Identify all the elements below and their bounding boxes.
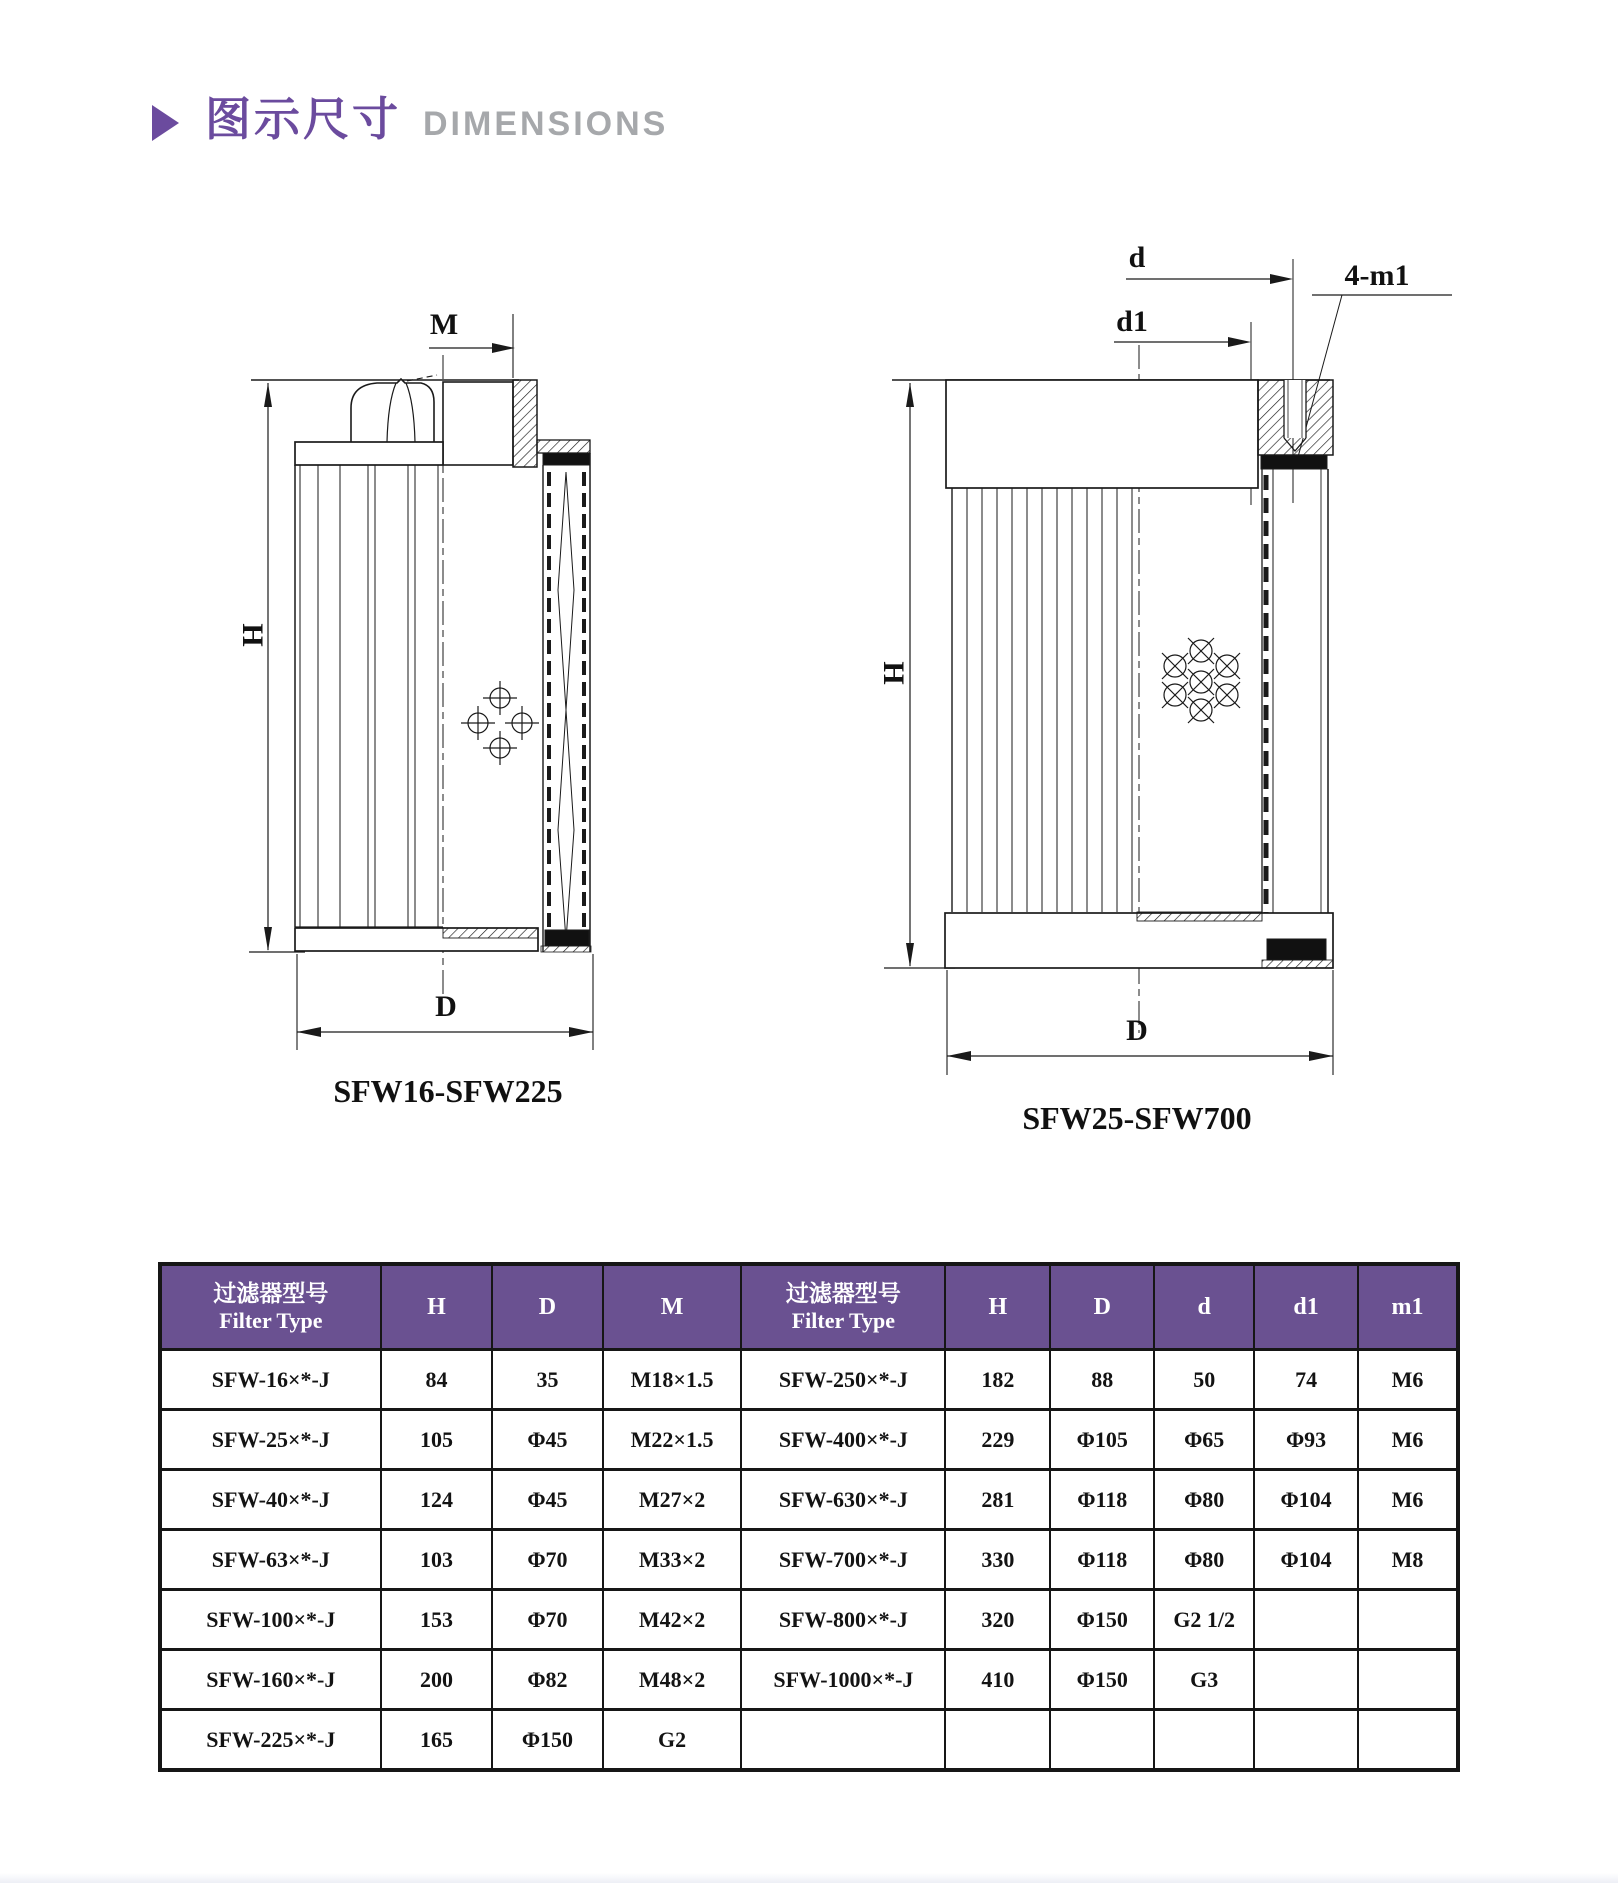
table-cell: Φ45 [492,1470,602,1530]
spec-table [158,1262,1460,1772]
table-cell: SFW-225×*-J [160,1710,381,1771]
table-cell: M8 [1358,1530,1458,1590]
right-drawing-caption: SFW25-SFW700 [1022,1100,1252,1136]
table-cell [1050,1710,1154,1771]
table-cell: G2 [603,1710,742,1771]
table-cell: SFW-25×*-J [160,1410,381,1470]
table-cell [1254,1650,1358,1710]
col-header-m1: m1 [1358,1264,1458,1350]
table-cell: Φ150 [1050,1590,1154,1650]
table-cell [741,1710,945,1771]
table-row [160,1410,1458,1470]
left-dim-h-label: H [236,623,269,647]
right-dim-big-d-label: D [1126,1014,1148,1047]
table-cell: M48×2 [603,1650,742,1710]
col-header-d1: d1 [1254,1264,1358,1350]
table-cell [1358,1650,1458,1710]
table-cell: Φ104 [1254,1470,1358,1530]
table-cell [1358,1710,1458,1771]
table-cell: Φ70 [492,1590,602,1650]
table-row [160,1590,1458,1650]
table-cell [1154,1710,1254,1771]
table-cell: 165 [381,1710,493,1771]
table-cell: SFW-800×*-J [741,1590,945,1650]
table-cell: Φ150 [1050,1650,1154,1710]
table-cell [1254,1590,1358,1650]
header-row [160,1264,1458,1350]
col-header-small-d: d [1154,1264,1254,1350]
right-dim-d-label: d [1128,241,1146,274]
table-cell: 124 [381,1470,493,1530]
table-cell: SFW-40×*-J [160,1470,381,1530]
table-cell: Φ118 [1050,1470,1154,1530]
table-row [160,1530,1458,1590]
col-header-big-d: D [492,1264,602,1350]
table-cell: SFW-630×*-J [741,1470,945,1530]
table-cell: SFW-400×*-J [741,1410,945,1470]
left-drawing-geometry [249,314,593,1050]
table-cell [1358,1590,1458,1650]
triangle-bullet-icon [152,105,179,141]
table-cell: M22×1.5 [603,1410,742,1470]
right-drawing [860,195,1460,1150]
left-dim-d-label: D [435,990,457,1023]
table-cell: Φ150 [492,1710,602,1771]
page-title: 图示尺寸 [205,93,401,145]
table-cell [945,1710,1050,1771]
vent-holes-pattern [1162,638,1240,723]
table-cell: 182 [945,1350,1050,1410]
table-cell: 35 [492,1350,602,1410]
table-cell: M6 [1358,1410,1458,1470]
table-cell: Φ70 [492,1530,602,1590]
table-cell: SFW-63×*-J [160,1530,381,1590]
table-cell: 153 [381,1590,493,1650]
section-header [152,93,669,145]
table-cell: 330 [945,1530,1050,1590]
left-dim-m-label: M [429,308,459,341]
left-drawing [205,290,605,1120]
table-cell: SFW-1000×*-J [741,1650,945,1710]
col-header-h: H [381,1264,493,1350]
right-dim-h-label: H [877,661,910,685]
table-cell: G2 1/2 [1154,1590,1254,1650]
table-cell: 105 [381,1410,493,1470]
table-cell: SFW-160×*-J [160,1650,381,1710]
right-dim-d1-label: d1 [1116,305,1148,338]
table-cell: Φ80 [1154,1530,1254,1590]
col-header-big-d-2: D [1050,1264,1154,1350]
table-cell: M33×2 [603,1530,742,1590]
page-bottom-edge [0,1873,1618,1883]
right-dim-m1-label: 4-m1 [1344,259,1410,292]
table-cell: 200 [381,1650,493,1710]
table-cell: 320 [945,1590,1050,1650]
table-cell: SFW-250×*-J [741,1350,945,1410]
col-header-filter-type-2: 过滤器型号 Filter Type [741,1264,945,1350]
table-cell: 50 [1154,1350,1254,1410]
table-cell: Φ80 [1154,1470,1254,1530]
table-cell: SFW-16×*-J [160,1350,381,1410]
table-cell: 410 [945,1650,1050,1710]
right-drawing-geometry [884,259,1452,1075]
table-cell: 74 [1254,1350,1358,1410]
table-cell [1254,1710,1358,1771]
table-row [160,1710,1458,1771]
table-cell: 103 [381,1530,493,1590]
spec-table-container [158,1262,1460,1772]
col-header-h-2: H [945,1264,1050,1350]
table-cell: Φ65 [1154,1410,1254,1470]
table-cell: SFW-700×*-J [741,1530,945,1590]
col-header-m: M [603,1264,742,1350]
table-cell: 229 [945,1410,1050,1470]
table-cell: Φ105 [1050,1410,1154,1470]
table-cell: M18×1.5 [603,1350,742,1410]
table-cell: Φ118 [1050,1530,1154,1590]
left-drawing-caption: SFW16-SFW225 [333,1073,563,1109]
table-row [160,1470,1458,1530]
table-cell: 281 [945,1470,1050,1530]
table-cell: M6 [1358,1350,1458,1410]
table-cell: Φ104 [1254,1530,1358,1590]
table-row [160,1350,1458,1410]
table-cell: Φ82 [492,1650,602,1710]
table-cell: 88 [1050,1350,1154,1410]
table-cell: SFW-100×*-J [160,1590,381,1650]
col-header-filter-type: 过滤器型号 Filter Type [160,1264,381,1350]
table-cell: Φ45 [492,1410,602,1470]
table-cell: Φ93 [1254,1410,1358,1470]
table-cell: G3 [1154,1650,1254,1710]
drain-holes-pattern [461,681,539,765]
page-subtitle: DIMENSIONS [423,105,669,143]
table-cell: M42×2 [603,1590,742,1650]
table-cell: M6 [1358,1470,1458,1530]
table-row [160,1650,1458,1710]
table-cell: 84 [381,1350,493,1410]
table-cell: M27×2 [603,1470,742,1530]
